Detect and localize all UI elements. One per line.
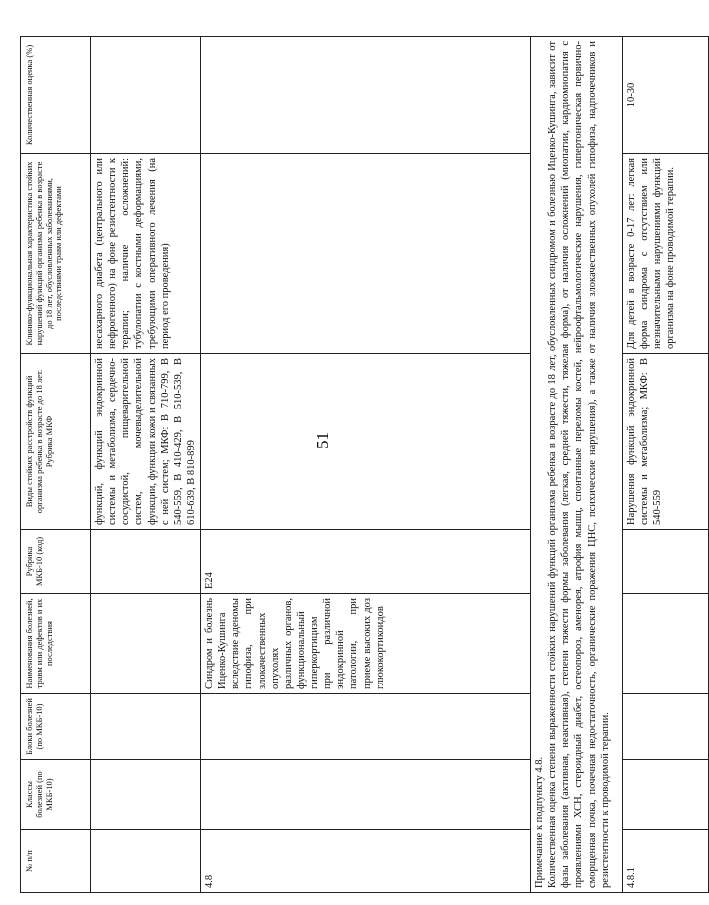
row-4-8-1 (623, 37, 709, 893)
rotated-document (20, 37, 677, 893)
continuation-row (91, 37, 201, 893)
row-4-8-icd-code: E24 (201, 530, 531, 594)
row-4-8 (201, 37, 531, 893)
note-cell (531, 37, 623, 893)
row-4-8-name: Синдром и болезнь Иценко-Кушинга вследствие аденомы гипофиза, при злокачественных опухолях различных органов, функциональный гиперкортицизм при различной эндокринной патологии, при приеме высоких доз глюкокортикоидов (201, 594, 531, 694)
note-title: Примечание к подпункту 4.8. (534, 756, 545, 888)
row-4-8-1-score: 10-30 (623, 37, 709, 154)
header-classes: Классы болезней (по МКБ-10) (21, 760, 91, 830)
page-number: 51 (313, 432, 332, 449)
header-names: Наименования болезней, травм или дефектов и их последствия (21, 594, 91, 694)
row-4-8-1-num: 4.8.1 (623, 830, 709, 893)
disability-criteria-table (20, 36, 709, 893)
header-icd-code: Рубрика МКБ-10 (код) (21, 530, 91, 594)
header-score: Количественная оценка (%) (21, 37, 91, 154)
note-row (531, 37, 623, 893)
note-text: Количественная оценка степени выраженности стойких нарушений функций организма ребенка в возрасте до 18 лет, обусловленных синдромом и болезнью Иценко-Кушинга, зависит от фазы заболевания (активная, неактивная), степени тяжести формы заболевания (легкая, средней тяжести, тяжелая форма), от наличия осложнений (миопатии, кардиомиопатия с проявлениями ХСН, стероидный диабет, остеопороз, аменорея, атрофия мышц, спонтанные переломы костей, нейроофтальмологические нарушения, гипертоническая первично-сморщенная почка, почечная недостаточность, органические поражения ЦНС, психические нарушения), а также от наличия злокачественных опухолей гипофиза, надпочечников и резистентности к проводимой терапии. (547, 41, 611, 888)
header-blocks: Блоки болезней (по МКБ-10) (21, 694, 91, 760)
row-4-8-num: 4.8 (201, 830, 531, 893)
header-row (21, 37, 91, 893)
continuation-characteristics: несахарного диабета (центрального или нефрогенного) на фоне резистентности к терапии; наличие осложнений: тубулопатии с костными деформациями, требующими оперативного лечения (на период его проведения) (91, 154, 201, 354)
row-4-8-1-characteristics: Для детей в возрасте 0-17 лет: легкая форма синдрома с отсутствием или незначительными нарушениями функций организма на фоне проводимой терапии. (623, 154, 709, 354)
row-4-8-1-dysfunction-types: Нарушения функций эндокринной системы и метаболизма; МКФ: B 540-559 (623, 354, 709, 530)
header-dysfunction-types: Виды стойких расстройств функций организма ребенка в возрасте до 18 лет. Рубрика МКФ (21, 354, 91, 530)
header-characteristics: Клинико-функциональная характеристика стойких нарушений функций организма ребенка в возрасте до 18 лет, обусловленных заболеваниями, последствиями травм или дефектами (21, 154, 91, 354)
header-num: № п/п (21, 830, 91, 893)
continuation-dysfunction-types: функций, функций эндокринной системы и метаболизма, сердечно-сосудистой, пищеварительной систем, мочевыделительной функции, функции кожи и связанных с ней систем; МКФ: B 710-799, B 540-559, B 410-429, B 510-539, B 610-639, B 810-899 (91, 354, 201, 530)
